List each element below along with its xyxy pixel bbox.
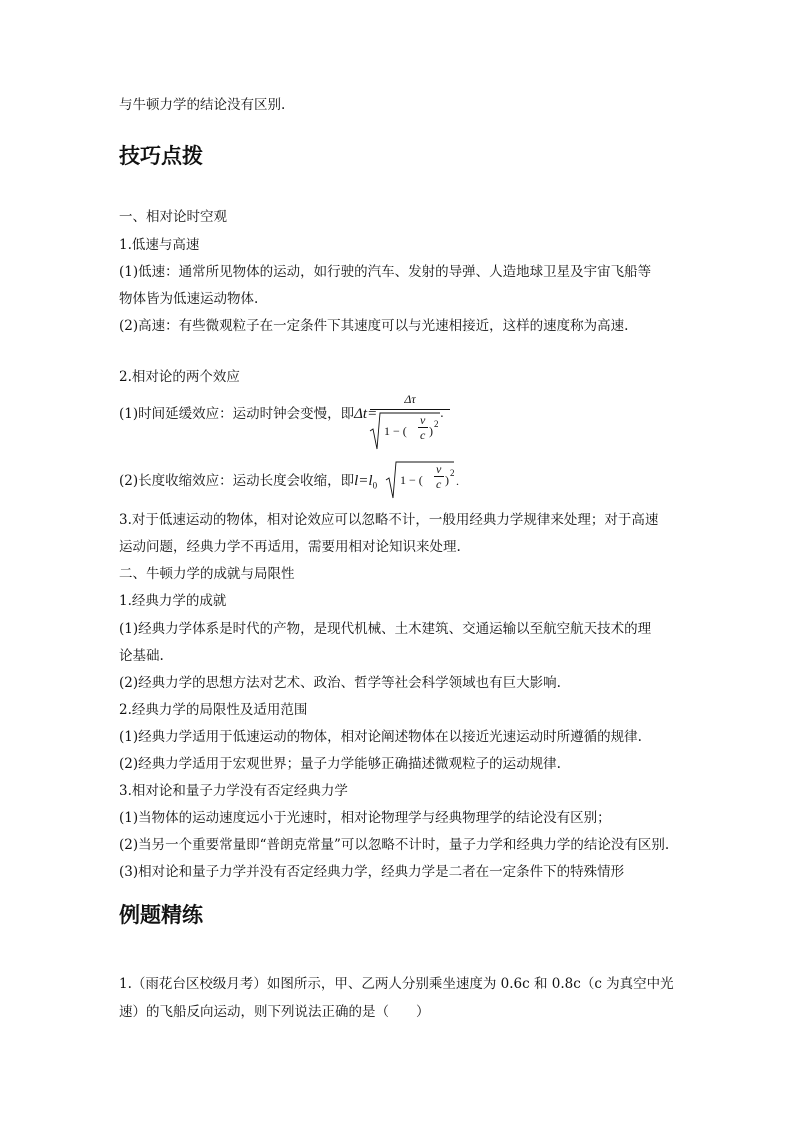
formula-1-period: . [440, 406, 444, 420]
paragraph-not-negated-2: (2)当另一个重要常量即“普朗克常量”可以忽略不计时，量子力学和经典力学的结论没有区别. [119, 837, 670, 853]
radicand-c: c [420, 428, 426, 442]
formula-2-period: . [456, 474, 459, 488]
time-dilation-text: (1)时间延缓效应：运动时钟会变慢，即 [119, 406, 355, 422]
radicand-c: c [436, 477, 442, 491]
formula-length-lhs: l=l [354, 473, 373, 489]
fraction-numerator: Δτ [404, 392, 416, 406]
formula-length-subscript: 0 [372, 480, 378, 491]
section-2-title: 二、牛顿力学的成就与局限性 [119, 566, 295, 582]
radicand-exponent: 2 [434, 419, 439, 429]
sqrt-radical-length [386, 460, 466, 500]
length-contraction-line [119, 472, 377, 495]
paragraph-relativity-note-line-2: 运动问题，经典力学不再适用，需要用相对论知识来处理. [119, 539, 461, 555]
section-1-title: 一、相对论时空观 [119, 209, 227, 225]
subsection-2-3-title: 3.相对论和量子力学没有否定经典力学 [119, 783, 348, 799]
radicand-one-minus: 1 − ( [384, 424, 407, 438]
subsection-1-1-title: 1.低速与高速 [119, 237, 200, 253]
paragraph-achievement-line-2: 论基础. [119, 648, 164, 664]
paragraph-not-negated-3: (3)相对论和量子力学并没有否定经典力学，经典力学是二者在一定条件下的特殊情形 [119, 864, 625, 880]
subsection-2-2-title: 2.经典力学的局限性及适用范围 [119, 702, 308, 718]
subsection-1-2-title: 2.相对论的两个效应 [119, 369, 240, 385]
paragraph-achievement-2: (2)经典力学的思想方法对艺术、政治、哲学等社会科学领域也有巨大影响. [119, 675, 561, 691]
fraction-bar [370, 409, 450, 410]
question-1-line-1: 1.（雨花台区校级月考）如图所示，甲、乙两人分别乘坐速度为 0.6c 和 0.8c（c 为真空中光 [119, 976, 674, 992]
formula-time-lhs: Δt= [354, 406, 378, 422]
sqrt-radical [370, 411, 450, 451]
paragraph-limitation-2: (2)经典力学适用于宏观世界；量子力学能够正确描述微观粒子的运动规律. [119, 756, 561, 772]
time-dilation-fraction [370, 392, 450, 452]
paragraph-achievement-line-1: (1)经典力学体系是时代的产物，是现代机械、土木建筑、交通运输以至航空航天技术的理 [119, 621, 652, 637]
radical-sign-icon [386, 460, 466, 500]
paragraph-low-speed-line-1: (1)低速：通常所见物体的运动，如行驶的汽车、发射的导弹、人造地球卫星及宇宙飞船等 [119, 264, 652, 280]
paragraph-relativity-note-line-1: 3.对于低速运动的物体，相对论效应可以忽略不计，一般用经典力学规律来处理；对于高速 [119, 512, 659, 528]
length-contraction-text: (2)长度收缩效应：运动长度会收缩，即 [119, 473, 355, 489]
paragraph-limitation-1: (1)经典力学适用于低速运动的物体，相对论阐述物体在以接近光速运动时所遵循的规律. [119, 729, 642, 745]
paragraph-low-speed-line-2: 物体皆为低速运动物体. [119, 291, 259, 307]
heading-tips: 技巧点拨 [119, 144, 203, 168]
question-1-line-2: 速）的飞船反向运动，则下列说法正确的是（ ） [119, 1004, 430, 1020]
continuation-line: 与牛顿力学的结论没有区别. [119, 97, 286, 113]
radicand-close-paren: ) [445, 473, 449, 487]
paragraph-not-negated-1: (1)当物体的运动速度远小于光速时，相对论物理学与经典物理学的结论没有区别； [119, 810, 611, 826]
time-dilation-line [119, 405, 377, 423]
radicand-exponent: 2 [450, 468, 455, 478]
radicand-close-paren: ) [429, 424, 433, 438]
radicand-v: v [436, 462, 442, 476]
paragraph-high-speed: (2)高速：有些微观粒子在一定条件下其速度可以与光速相接近，这样的速度称为高速. [119, 318, 629, 334]
radicand-v: v [420, 413, 426, 427]
heading-examples: 例题精练 [119, 903, 203, 927]
radical-sign-icon [370, 411, 450, 451]
radicand-one-minus: 1 − ( [400, 473, 423, 487]
subsection-2-1-title: 1.经典力学的成就 [119, 593, 227, 609]
